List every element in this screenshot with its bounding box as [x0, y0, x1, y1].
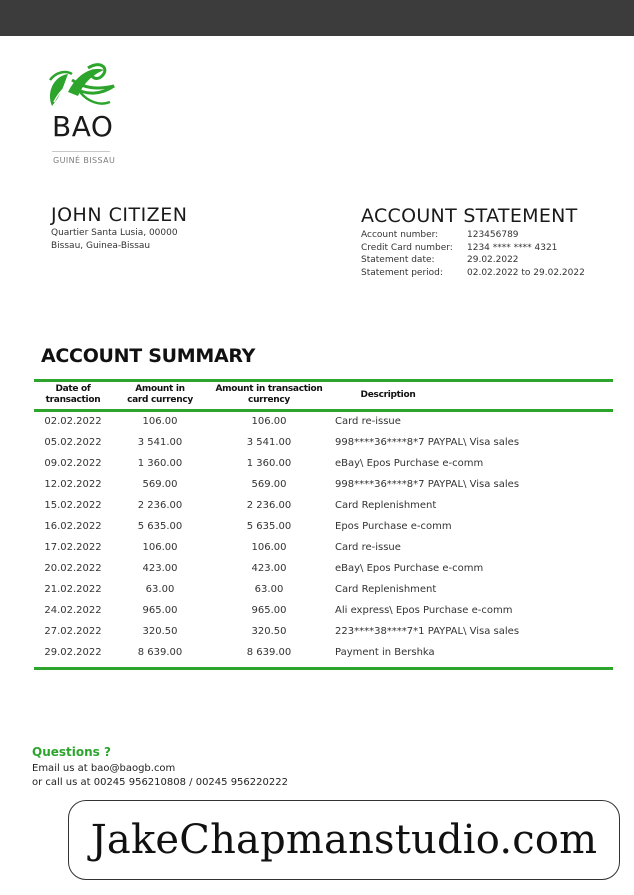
column-header-description: Description	[360, 390, 416, 400]
description-cell: Card re-issue	[335, 542, 401, 553]
card-amount-cell: 320.50	[142, 626, 178, 637]
field-label: Statement date:	[361, 255, 435, 265]
table-row	[34, 643, 613, 664]
table-row	[34, 433, 613, 454]
table-row	[34, 538, 613, 559]
customer-name: JOHN CITIZEN	[51, 204, 188, 226]
address-line-2: Bissau, Guinea-Bissau	[51, 241, 151, 251]
field-label: Account number:	[361, 230, 439, 240]
field-label: Credit Card number:	[361, 242, 453, 253]
transaction-amount-cell: 5 635.00	[246, 521, 292, 532]
date-cell: 16.02.2022	[44, 521, 102, 532]
date-cell: 02.02.2022	[44, 416, 102, 427]
contact-email-line: Email us at bao@baogb.com	[32, 763, 176, 774]
date-cell: 15.02.2022	[44, 500, 102, 511]
description-cell: eBay\ Epos Purchase e-comm	[335, 563, 484, 574]
description-cell: 998****36****8*7 PAYPAL\ Visa sales	[335, 437, 520, 448]
table-row	[34, 454, 613, 475]
column-header-card-amount: Amount in card currency	[127, 384, 193, 405]
transaction-amount-cell: 569.00	[251, 479, 287, 490]
field-value: 02.02.2022 to 29.02.2022	[467, 267, 585, 278]
field-value: 123456789	[467, 230, 519, 240]
card-number-row	[361, 242, 585, 255]
contact-info	[32, 762, 288, 789]
table-bottom-rule	[34, 667, 613, 670]
date-cell: 27.02.2022	[44, 626, 102, 637]
field-value: 1234 **** **** 4321	[467, 242, 558, 253]
transaction-amount-cell: 3 541.00	[246, 437, 292, 448]
description-cell: Card Replenishment	[335, 500, 437, 511]
table-row	[34, 622, 613, 643]
transaction-amount-cell: 106.00	[251, 542, 287, 553]
table-row	[34, 412, 613, 433]
field-label: Statement period:	[361, 267, 443, 278]
card-amount-cell: 2 236.00	[137, 500, 183, 511]
description-cell: Card re-issue	[335, 416, 401, 427]
brand-subtitle: GUINÉ BISSAU	[53, 156, 116, 165]
description-cell: Card Replenishment	[335, 584, 437, 595]
transaction-amount-cell: 2 236.00	[246, 500, 292, 511]
brand-name: BAO	[52, 110, 114, 143]
statement-details	[361, 229, 585, 279]
brand-divider	[52, 151, 110, 152]
table-header	[34, 382, 613, 409]
transaction-amount-cell: 965.00	[251, 605, 287, 616]
account-number-row	[361, 229, 585, 242]
transaction-amount-cell: 320.50	[251, 626, 287, 637]
description-cell: eBay\ Epos Purchase e-comm	[335, 458, 484, 469]
table-row	[34, 475, 613, 496]
card-amount-cell: 106.00	[142, 542, 178, 553]
date-cell: 29.02.2022	[44, 647, 102, 658]
customer-address	[51, 227, 178, 253]
date-cell: 12.02.2022	[44, 479, 102, 490]
card-amount-cell: 569.00	[142, 479, 178, 490]
card-amount-cell: 965.00	[142, 605, 178, 616]
column-header-date: Date of transaction	[45, 384, 101, 405]
statement-period-row	[361, 267, 585, 280]
date-cell: 09.02.2022	[44, 458, 102, 469]
statement-date-row	[361, 254, 585, 267]
field-value: 29.02.2022	[467, 255, 519, 265]
card-amount-cell: 1 360.00	[137, 458, 183, 469]
top-bar	[0, 0, 634, 36]
card-amount-cell: 423.00	[142, 563, 178, 574]
column-header-transaction-amount: Amount in transaction currency	[215, 384, 323, 405]
watermark: JakeChapmanstudio.com	[68, 800, 620, 880]
summary-title: ACCOUNT SUMMARY	[41, 345, 256, 367]
date-cell: 21.02.2022	[44, 584, 102, 595]
statement-title: ACCOUNT STATEMENT	[361, 205, 578, 227]
date-cell: 17.02.2022	[44, 542, 102, 553]
transaction-amount-cell: 106.00	[251, 416, 287, 427]
address-line-1: Quartier Santa Lusia, 00000	[51, 228, 178, 238]
card-amount-cell: 3 541.00	[137, 437, 183, 448]
description-cell: 998****36****8*7 PAYPAL\ Visa sales	[335, 479, 520, 490]
description-cell: Epos Purchase e-comm	[335, 521, 452, 532]
table-row	[34, 601, 613, 622]
transaction-amount-cell: 1 360.00	[246, 458, 292, 469]
card-amount-cell: 5 635.00	[137, 521, 183, 532]
date-cell: 20.02.2022	[44, 563, 102, 574]
transaction-amount-cell: 8 639.00	[246, 647, 292, 658]
date-cell: 24.02.2022	[44, 605, 102, 616]
transactions-table	[34, 379, 613, 670]
description-cell: 223****38****7*1 PAYPAL\ Visa sales	[335, 626, 520, 637]
transaction-amount-cell: 423.00	[251, 563, 287, 574]
table-row	[34, 496, 613, 517]
contact-phone-line: or call us at 00245 956210808 / 00245 956220222	[32, 776, 288, 788]
description-cell: Ali express\ Epos Purchase e-comm	[335, 605, 513, 616]
card-amount-cell: 63.00	[145, 584, 175, 595]
card-amount-cell: 106.00	[142, 416, 178, 427]
questions-heading: Questions ?	[32, 745, 111, 759]
table-body	[34, 412, 613, 664]
table-row	[34, 559, 613, 580]
card-amount-cell: 8 639.00	[137, 647, 183, 658]
table-row	[34, 580, 613, 601]
transaction-amount-cell: 63.00	[254, 584, 284, 595]
table-row	[34, 517, 613, 538]
date-cell: 05.02.2022	[44, 437, 102, 448]
description-cell: Payment in Bershka	[335, 647, 435, 658]
